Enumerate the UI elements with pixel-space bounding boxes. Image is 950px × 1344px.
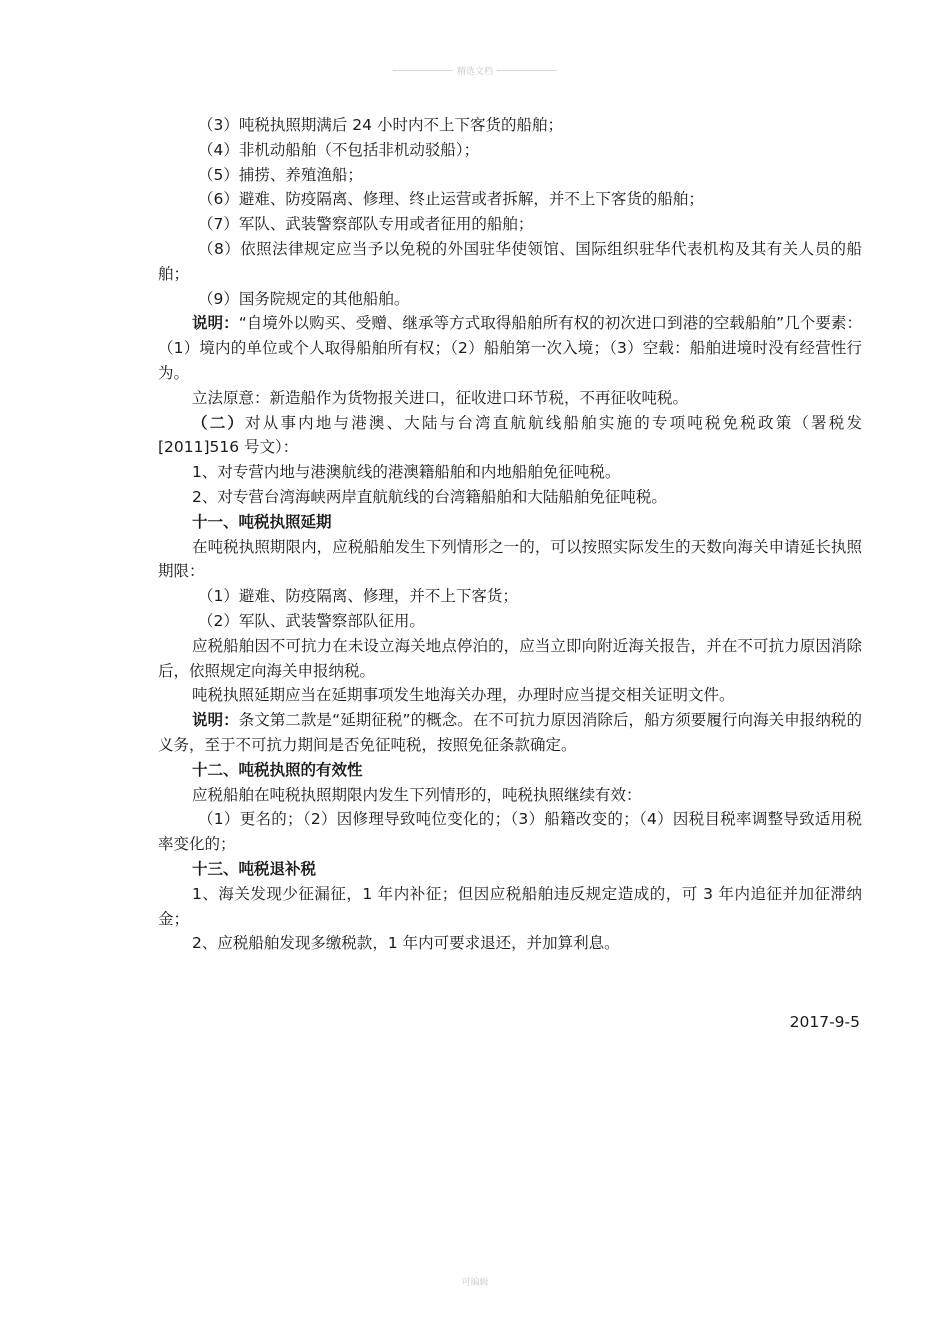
paragraph: 吨税执照延期应当在延期事项发生地海关办理，办理时应当提交相关证明文件。 xyxy=(192,686,735,705)
paragraph: （5）捕捞、养殖渔船； xyxy=(198,165,363,184)
header-rule-left xyxy=(393,70,453,71)
note-text: 条文第二款是“延期征税”的概念。在不可抗力原因消除后，船方须要履行向海关申报纳税的义务，至于不可抗力期间是否免征吨税，按照免征条款确定。 xyxy=(158,711,862,754)
subsection-paragraph xyxy=(158,411,862,461)
paragraph: （2）军队、武装警察部队征用。 xyxy=(198,611,425,630)
subsection-label: （二） xyxy=(192,413,246,432)
paragraph: （3）吨税执照期满后 24 小时内不上下客货的船舶； xyxy=(198,116,563,134)
paragraph: 应税船舶在吨税执照期限内发生下列情形的，吨税执照继续有效： xyxy=(192,785,642,804)
page-header xyxy=(0,64,950,77)
paragraph: 立法原意：新造船作为货物报关进口，征收进口环节税，不再征收吨税。 xyxy=(192,388,689,407)
note-label: 说明： xyxy=(192,314,239,333)
paragraph: 1、对专营内地与港澳航线的港澳籍船舶和内地船舶免征吨税。 xyxy=(192,463,621,482)
paragraph: （1）更名的；（2）因修理导致吨位变化的；（3）船籍改变的；（4）因税目税率调整导致适用税率变化的； xyxy=(158,810,862,854)
paragraph: （4）非机动船舶（不包括非机动驳船）； xyxy=(198,140,480,159)
paragraph: 应税船舶因不可抗力在未设立海关地点停泊的，应当立即向附近海关报告，并在不可抗力原因消除后，依照规定向海关申报纳税。 xyxy=(158,636,862,680)
paragraph: （9）国务院规定的其他船舶。 xyxy=(198,289,410,308)
paragraph: （1）避难、防疫隔离、修理，并不上下客货； xyxy=(198,587,518,606)
document-body xyxy=(158,113,862,956)
paragraph: 1、海关发现少征漏征，1 年内补征；但因应税船舶违反规定造成的，可 3 年内追征并加征滞纳金； xyxy=(158,884,862,928)
section-heading: 十二、吨税执照的有效性 xyxy=(192,760,363,779)
paragraph: （6）避难、防疫隔离、修理、终止运营或者拆解，并不上下客货的船舶； xyxy=(198,190,704,209)
paragraph: （7）军队、武装警察部队专用或者征用的船舶； xyxy=(198,215,534,234)
paragraph: 在吨税执照期限内，应税船舶发生下列情形之一的，可以按照实际发生的天数向海关申请延长执照期限： xyxy=(158,537,862,581)
note-text: “自境外以购买、受赠、继承等方式取得船舶所有权的初次进口到港的空载船舶”几个要素：（1）境内的单位或个人取得船舶所有权；（2）船舶第一次入境；（3）空载：船舶进境时没有经营性行为。 xyxy=(158,314,862,382)
paragraph: （8）依照法律规定应当予以免税的外国驻华使领馆、国际组织驻华代表机构及其有关人员的船舶； xyxy=(158,239,862,283)
paragraph: 2、对专营台湾海峡两岸直航航线的台湾籍船舶和大陆船舶免征吨税。 xyxy=(192,487,667,506)
subsection-text: 对从事内地与港澳、大陆与台湾直航航线船舶实施的专项吨税免税政策（署税发[2011]516 号文）： xyxy=(158,413,862,457)
section-heading: 十三、吨税退补税 xyxy=(192,859,317,878)
note-label: 说明： xyxy=(192,711,239,730)
header-watermark: 精选文档 xyxy=(456,67,493,77)
document-date: 2017-9-5 xyxy=(789,1013,860,1031)
section-heading: 十一、吨税执照延期 xyxy=(192,512,332,531)
page-footer: 可编辑 xyxy=(461,1278,489,1288)
header-rule-right xyxy=(497,70,557,71)
note-paragraph xyxy=(158,708,862,758)
note-paragraph xyxy=(158,311,862,385)
paragraph: 2、应税船舶发现多缴税款，1 年内可要求退还，并加算利息。 xyxy=(192,934,620,953)
